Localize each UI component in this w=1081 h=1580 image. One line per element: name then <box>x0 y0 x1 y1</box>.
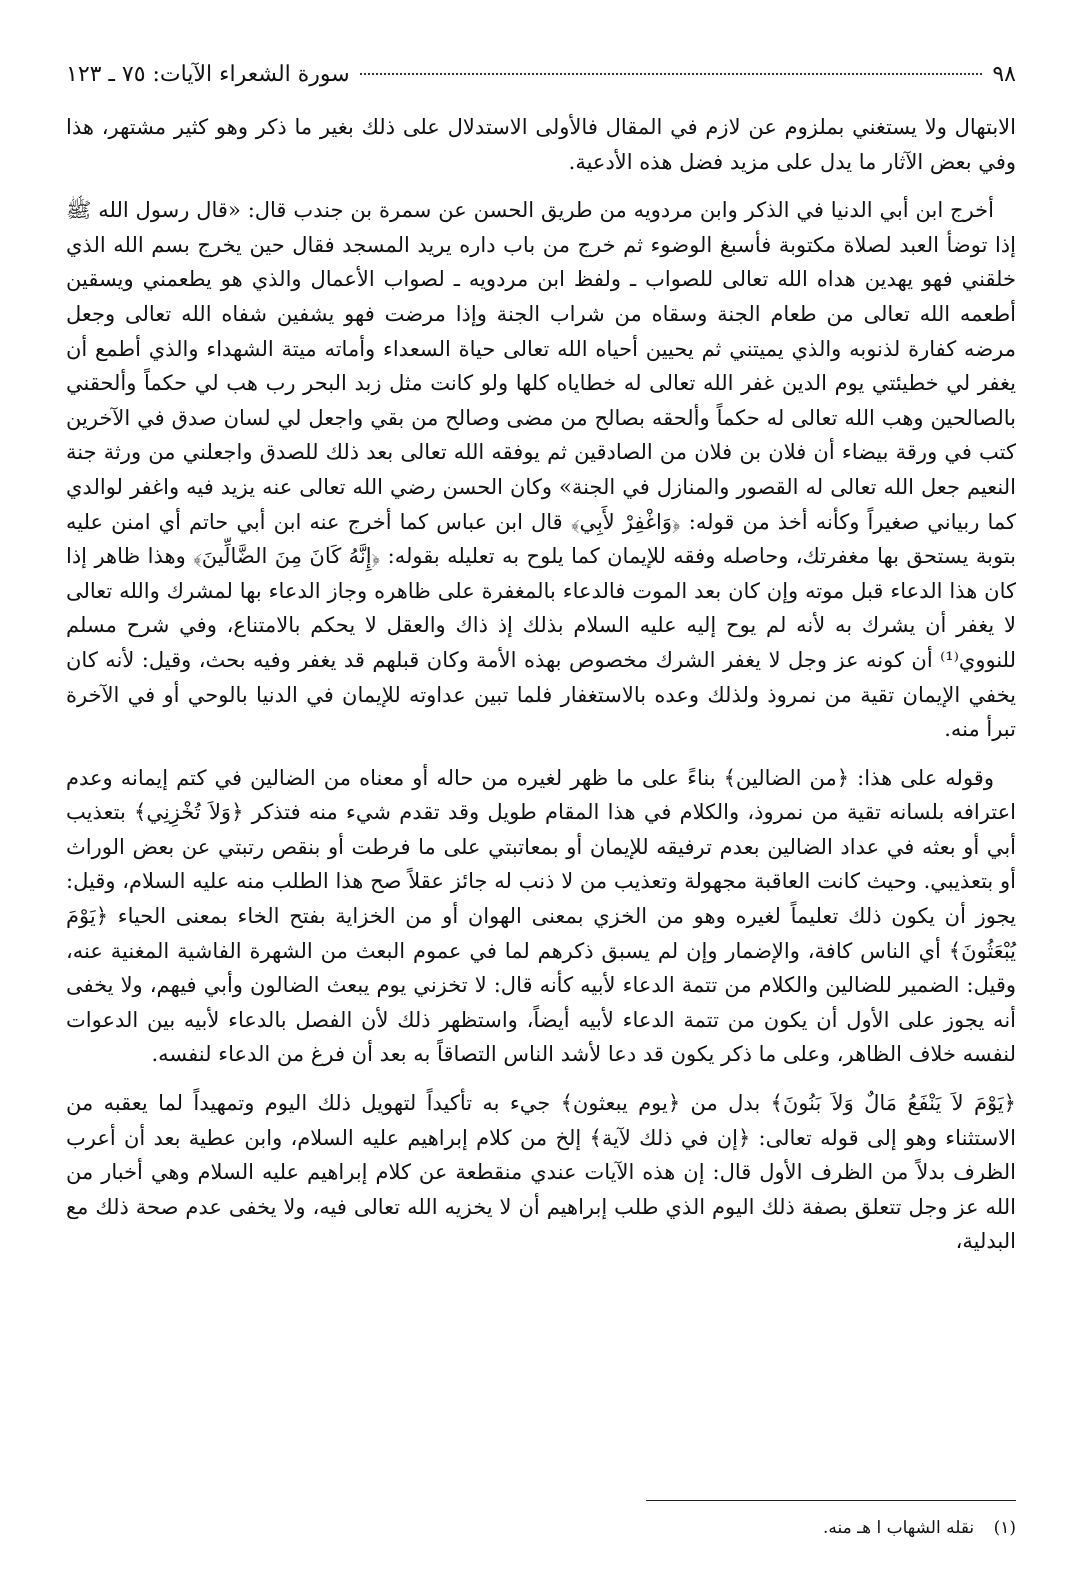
book-page <box>66 62 1016 1562</box>
footnote-number: (١) <box>993 1518 1016 1538</box>
page-header <box>66 62 1016 96</box>
header-dot-leader <box>360 73 983 75</box>
paragraph-3: وقوله على هذا: ﴿من الضالين﴾ بناءً على ما ظهر لغيره من حاله أو معناه من الضالين في كتم إيمانه وعدم اعترافه بلسانه تقية من نمروذ، والكلام في هذا المقام طويل وقد تقدم شيء منه فتذكر ﴿وَلاَ تُخْزِنِي﴾ بتعذيب أبي أو بعثه في عداد الضالين بعدم ترفيقه للإيمان أو بمعاتبتي على ما فرطت أو بنقص رتبتي عن بعض الوراث أو بتعذيبي. وحيث كانت العاقبة مجهولة وتعذيب من لا ذنب له جائز عقلاً صح هذا الطلب منه عليه السلام، وقيل: يجوز أن يكون ذلك تعليماً لغيره وهو من الخزي بمعنى الهوان أو من الخزاية بفتح الخاء بمعنى الحياء ﴿يَوْمَ يُبْعَثُونَ﴾ أي الناس كافة، والإضمار وإن لم يسبق ذكرهم لما في عموم البعث من الشهرة الفاشية المغنية عنه، وقيل: الضمير للضالين والكلام من تتمة الدعاء لأبيه كأنه قال: لا تخزني يوم يبعث الضالون وأبي فيهم، ولا يخفى أنه يجوز على الأول أن يكون من تتمة الدعاء لأبيه أيضاً، واستظهر ذلك لأن الفصل بالدعاء لأبيه بين الدعوات لنفسه خلاف الظاهر، وعلى ما ذكر يكون قد دعا لأشد الناس التصاقاً به بعد أن فرغ من الدعاء لنفسه. <box>66 765 1016 1067</box>
footnote-divider <box>646 1500 1016 1501</box>
paragraph-1: الابتهال ولا يستغني بملزوم عن لازم في المقال فالأولى الاستدلال على ذلك بغير ما ذكر وهو كثير مشتهر، هذا وفي بعض الآثار ما يدل على مزيد فضل هذه الأدعية. <box>66 115 1016 174</box>
page-number: ٩٨ <box>992 62 1016 87</box>
footnote <box>823 1518 1016 1538</box>
paragraph-2: أخرج ابن أبي الدنيا في الذكر وابن مردويه من طريق الحسن عن سمرة بن جندب قال: «قال رسول الله ﷺ إذا توضأ العبد لصلاة مكتوبة فأسبغ الوضوء ثم خرج من باب داره يريد المسجد فقال حين يخرج بسم الله الذي خلقني فهو يهدين هداه الله تعالى للصواب ـ ولفظ ابن مردويه ـ لصواب الأعمال والذي هو يطعمني ويسقين أطعمه الله تعالى من طعام الجنة وسقاه من شراب الجنة وإذا مرضت فهو يشفين شفاه الله تعالى وجعل مرضه كفارة لذنوبه والذي يميتني ثم يحيين أحياه الله تعالى حياة السعداء وأماته ميتة الشهداء والذي أطمع أن يغفر لي خطيئتي يوم الدين غفر الله تعالى له خطاياه كلها ولو كانت مثل زبد البحر رب هب لي حكماً وألحقني بالصالحين وهب الله تعالى له حكماً وألحقه بصالح من مضى وصالح من بقي واجعل لي لسان صدق في الآخرين كتب في ورقة بيضاء أن فلان بن فلان من الصادقين ثم يوفقه الله تعالى بعد ذلك للصدق واجعلني من ورثة جنة النعيم جعل الله تعالى له القصور والمنازل في الجنة» وكان الحسن رضي الله تعالى عنه يزيد فيه واغفر لوالدي كما ربياني صغيراً وكأنه أخذ من قوله: ﴿وَاغْفِرْ لأَبِي﴾ قال ابن عباس كما أخرج عنه ابن أبي حاتم أي امنن عليه بتوبة يستحق بها مغفرتك، وحاصله وفقه للإيمان كما يلوح به تعليله بقوله: ﴿إِنَّهُ كَانَ مِنَ الضَّالِّينَ﴾ وهذا ظاهر إذا كان هذا الدعاء قبل موته وإن كان بعد الموت فالدعاء بالمغفرة على ظاهره وجاز الدعاء بها لمشرك والله تعالى لا يغفر أن يشرك به لأنه لم يوح إليه عليه السلام بذلك إذ ذاك والعقل لا يحكم بالامتناع، وفي شرح مسلم للنووي⁽¹⁾ أن كونه عز وجل لا يغفر الشرك مخصوص بهذه الأمة وكان قبلهم قد يغفر وفيه بحث، وقيل: لأنه كان يخفي الإيمان تقية من نمروذ ولذلك وعده بالاستغفار فلما تبين عداوته للإيمان في الدنيا بالوحي أو في الآخرة تبرأ منه. <box>66 198 1016 742</box>
footnote-text: نقله الشهاب ا هـ منه. <box>822 1518 975 1538</box>
paragraph-4: ﴿يَوْمَ لاَ يَنْفَعُ مَالٌ وَلاَ بَنُونَ﴾ بدل من ﴿يوم يبعثون﴾ جيء به تأكيداً لتهويل ذلك اليوم وتمهيداً لما يعقبه من الاستثناء وهو إلى قوله تعالى: ﴿إن في ذلك لآية﴾ إلخ من كلام إبراهيم عليه السلام، وابن عطية بعد أن أعرب الظرف بدلاً من الظرف الأول قال: إن هذه الآيات عندي منقطعة عن كلام إبراهيم عليه السلام وهي أخبار من الله عز وجل تتعلق بصفة ذلك اليوم الذي طلب إبراهيم أن لا يخزيه الله تعالى فيه، ولا يخفى عدم صحة ذلك مع البدلية، <box>66 1091 1016 1254</box>
running-title: سورة الشعراء الآيات: ٧٥ ـ ١٢٣ <box>66 62 350 87</box>
main-text <box>66 110 1016 1259</box>
